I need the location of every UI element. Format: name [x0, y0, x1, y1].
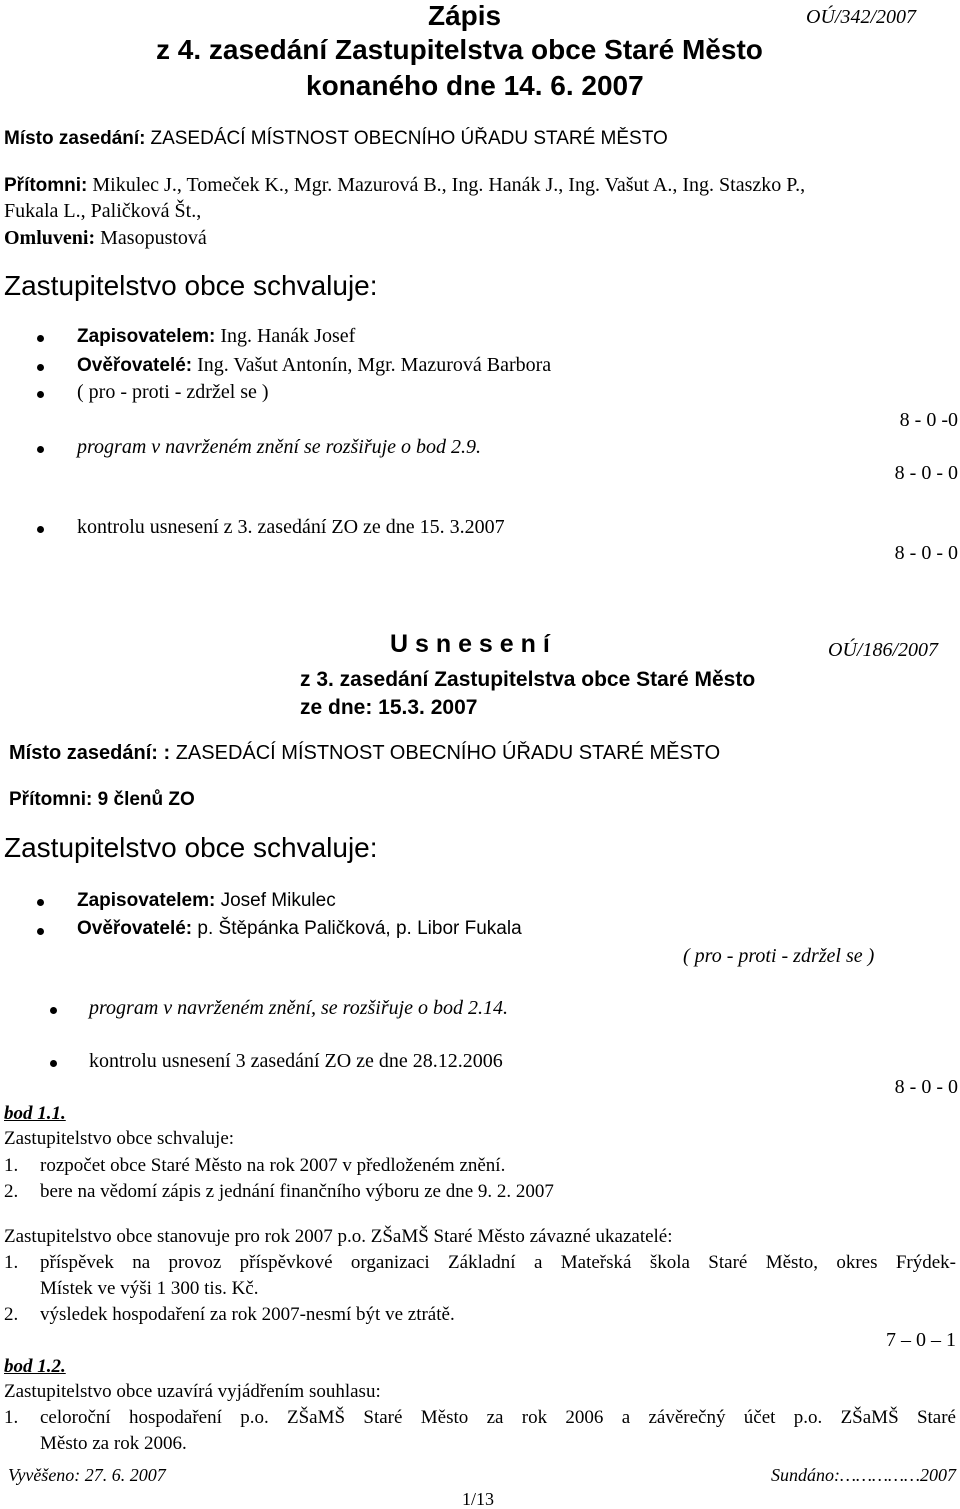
zapis-place-label: Místo zasedání: — [4, 128, 146, 149]
page-number: 1/13 — [462, 1489, 495, 1509]
bod-1-2-heading: Zastupitelstvo obce uzavírá vyjádřením souhlasu: — [4, 1381, 381, 1402]
usneseni-reference: OÚ/186/2007 — [828, 639, 938, 661]
zapis-reference: OÚ/342/2007 — [806, 6, 916, 28]
indicator-text: výsledek hospodaření za rok 2007-nesmí být ve ztrátě. — [40, 1304, 455, 1325]
zapis-verifiers-label: Ověřovatelé: — [77, 355, 193, 376]
usneseni-control-item: kontrolu usnesení 3 zasedání ZO ze dne 28.12.2006 — [89, 1050, 503, 1072]
zapis-verifiers-value: Ing. Vašut Antonín, Mgr. Mazurová Barbora — [197, 354, 552, 376]
removed-date: Sundáno:……………2007 — [770, 1465, 956, 1485]
zapis-present-line-2: Fukala L., Paličková Št., — [4, 200, 202, 222]
zapis-present — [4, 174, 805, 197]
posted-date: Vyvěšeno: 27. 6. 2007 — [8, 1465, 166, 1485]
bod-1-1-item-text: bere na vědomí zápis z jednání finančního výboru ze dne 9. 2. 2007 — [40, 1181, 554, 1202]
usneseni-vote-legend: ( pro - proti - zdržel se ) — [683, 945, 875, 967]
bullet-icon — [37, 364, 44, 371]
usneseni-present-value: 9 členů ZO — [97, 789, 195, 810]
bod-1-1-item-number: 2. — [4, 1181, 19, 1202]
bod-1-2-item-number: 1. — [4, 1407, 19, 1428]
bod-1-1-vote: 7 – 0 – 1 — [886, 1329, 956, 1351]
bullet-icon — [37, 526, 44, 533]
zapis-excused-label: Omluveni: — [4, 227, 96, 249]
usneseni-verifiers-label: Ověřovatelé: — [77, 918, 193, 939]
bod-1-1-label: bod 1.1. — [4, 1103, 66, 1124]
bullet-icon — [37, 391, 44, 398]
zapis-recorder-label: Zapisovatelem: — [77, 326, 216, 347]
bod-1-1-heading: Zastupitelstvo obce schvaluje: — [4, 1128, 235, 1149]
usneseni-vote-1: 8 - 0 - 0 — [894, 1076, 958, 1098]
zapis-present-value: Mikulec J., Tomeček K., Mgr. Mazurová B., Ing. Hanák J., Ing. Vašut A., Ing. Staszko P., — [92, 174, 806, 196]
zapis-excused — [4, 227, 207, 250]
usneseni-verifiers-value: p. Štěpánka Paličková, p. Libor Fukala — [197, 918, 522, 939]
zapis-title: Zápis — [428, 0, 502, 31]
zapis-place-value: ZASEDÁCÍ MÍSTNOST OBECNÍHO ÚŘADU STARÉ MĚSTO — [150, 128, 668, 149]
zapis-place — [4, 127, 668, 150]
usneseni-title: U s n e s e n í — [390, 630, 550, 658]
indicator-text: příspěvek na provoz příspěvkové organizaci Základní a Mateřská škola Staré Město, okres Frýdek- — [40, 1252, 956, 1273]
indicators-heading: Zastupitelstvo obce stanovuje pro rok 2007 p.o. ZŠaMŠ Staré Město závazné ukazatelé: — [4, 1226, 673, 1247]
zapis-present-label: Přítomni: — [4, 175, 88, 196]
usneseni-verifiers — [77, 918, 522, 940]
zapis-control-item: kontrolu usnesení z 3. zasedání ZO ze dne 15. 3.2007 — [77, 516, 505, 538]
bod-1-1-item-text: rozpočet obce Staré Město na rok 2007 v předloženém znění. — [40, 1155, 506, 1176]
indicator-number: 1. — [4, 1252, 19, 1273]
zapis-vote-1: 8 - 0 -0 — [899, 409, 958, 431]
zapis-program-item: program v navrženém znění se rozšiřuje o bod 2.9. — [77, 436, 482, 458]
bullet-icon — [37, 446, 44, 453]
bod-1-2-item-text: celoroční hospodaření p.o. ZŠaMŠ Staré Město za rok 2006 a závěrečný účet p.o. ZŠaMŠ Staré — [40, 1407, 956, 1428]
bod-1-1-item-number: 1. — [4, 1155, 19, 1176]
zapis-vote-3: 8 - 0 - 0 — [894, 542, 958, 564]
usneseni-subtitle-1: z 3. zasedání Zastupitelstva obce Staré Město — [300, 668, 756, 691]
indicator-number: 2. — [4, 1304, 19, 1325]
bullet-icon — [37, 928, 44, 935]
zapis-vote-legend: ( pro - proti - zdržel se ) — [77, 381, 269, 403]
usneseni-recorder-label: Zapisovatelem: — [77, 890, 216, 911]
zapis-vote-2: 8 - 0 - 0 — [894, 462, 958, 484]
bullet-icon — [50, 1007, 57, 1014]
bullet-icon — [37, 335, 44, 342]
zapis-approves-heading: Zastupitelstvo obce schvaluje: — [4, 270, 378, 301]
bod-1-2-label: bod 1.2. — [4, 1356, 66, 1377]
indicator-text-continued: Místek ve výši 1 300 tis. Kč. — [40, 1278, 259, 1299]
usneseni-approves-heading: Zastupitelstvo obce schvaluje: — [4, 832, 378, 863]
zapis-recorder-value: Ing. Hanák Josef — [220, 325, 356, 347]
zapis-recorder — [77, 325, 355, 348]
usneseni-present — [9, 789, 195, 811]
usneseni-recorder-value: Josef Mikulec — [220, 890, 336, 911]
zapis-excused-value: Masopustová — [100, 227, 207, 249]
usneseni-place — [9, 742, 720, 765]
usneseni-place-label: Místo zasedání: : — [9, 742, 171, 764]
zapis-subtitle-1: z 4. zasedání Zastupitelstva obce Staré Město — [156, 34, 763, 65]
zapis-subtitle-2: konaného dne 14. 6. 2007 — [306, 70, 644, 101]
bod-1-2-item-text-continued: Město za rok 2006. — [40, 1433, 187, 1454]
usneseni-program-item: program v navrženém znění, se rozšiřuje o bod 2.14. — [89, 997, 509, 1019]
usneseni-recorder — [77, 890, 336, 912]
zapis-verifiers — [77, 354, 551, 377]
usneseni-subtitle-2: ze dne: 15.3. 2007 — [300, 696, 478, 719]
bullet-icon — [37, 899, 44, 906]
usneseni-place-value: ZASEDÁCÍ MÍSTNOST OBECNÍHO ÚŘADU STARÉ MĚSTO — [175, 742, 721, 764]
bullet-icon — [50, 1060, 57, 1067]
usneseni-present-label: Přítomni: — [9, 789, 93, 810]
